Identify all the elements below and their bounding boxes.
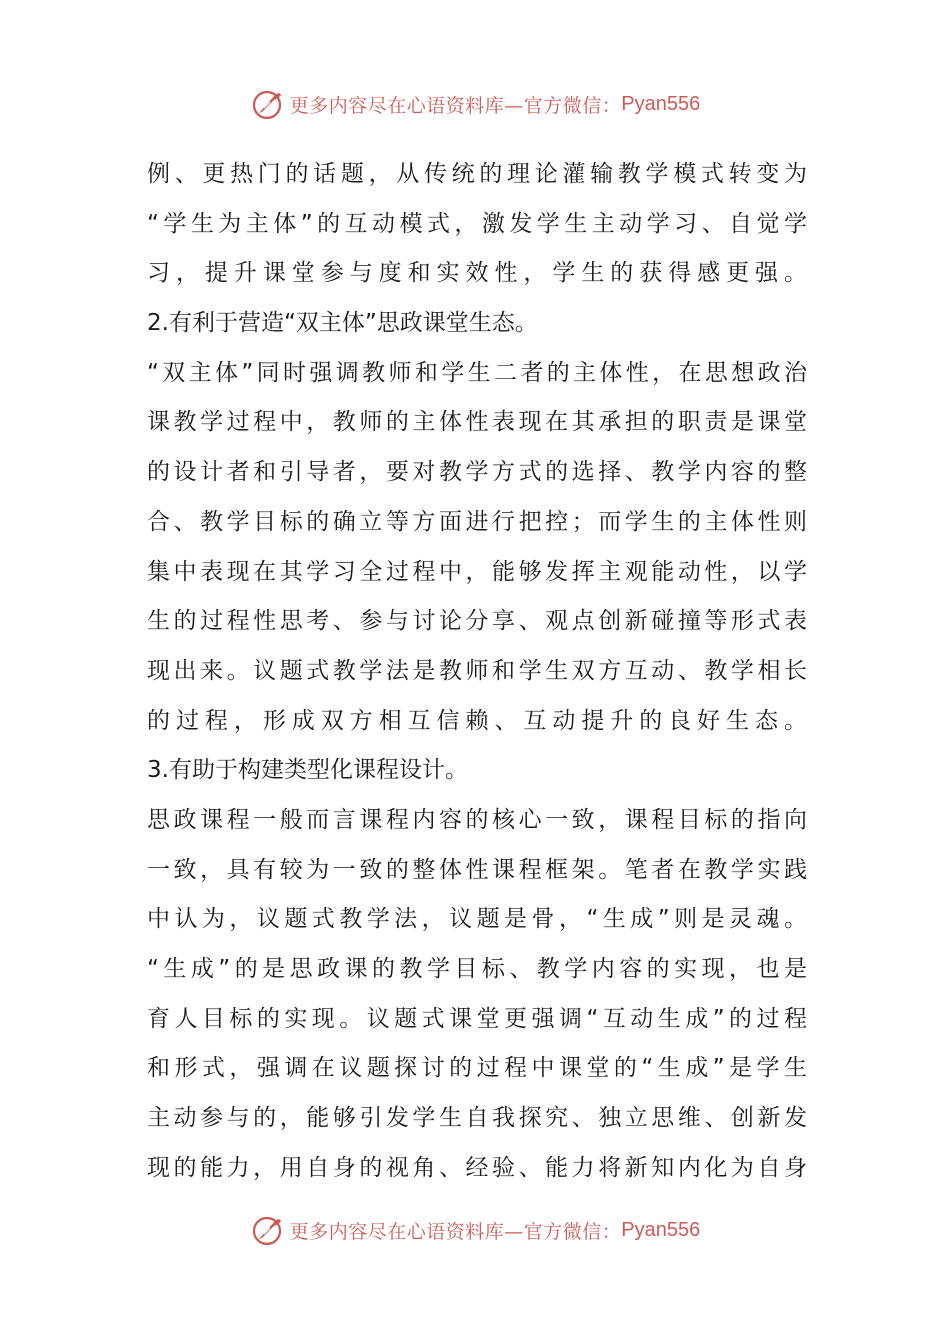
text-line: 育人目标的实现。议题式课堂更强调“互动生成”的过程 [147, 1005, 807, 1032]
text-line: 和形式，强调在议题探讨的过程中课堂的“生成”是学生 [147, 1055, 807, 1082]
text-line: 的过程，形成双方相互信赖、互动提升的良好生态。 [147, 707, 807, 734]
text-line: 主动参与的，能够引发学生自我探究、独立思维、创新发 [147, 1105, 807, 1132]
text-line: “生成”的是思政课的教学目标、教学内容的实现，也是 [147, 956, 807, 982]
text-line: “双主体”同时强调教师和学生二者的主体性，在思想政治 [147, 359, 807, 386]
text-line: 集中表现在其学习全过程中，能够发挥主观能动性，以学 [147, 558, 807, 585]
quill-logo-icon [250, 1212, 286, 1248]
text-line: 合、教学目标的确立等方面进行把控；而学生的主体性则 [147, 508, 807, 535]
text-line: 课教学过程中，教师的主体性表现在其承担的职责是课堂 [147, 409, 807, 436]
text-line: 一致，具有较为一致的整体性课程框架。笔者在教学实践 [147, 856, 807, 883]
header-watermark [0, 84, 950, 124]
footer-watermark [0, 1210, 950, 1250]
text-line: “学生为主体”的互动模式，激发学生主动学习、自觉学 [147, 210, 807, 237]
section-heading: 3.有助于构建类型化课程设计。 [147, 757, 468, 784]
text-line: 思政课程一般而言课程内容的核心一致，课程目标的指向 [147, 806, 807, 833]
watermark-wechat-id: Pyan556 [621, 92, 701, 115]
text-line: 的设计者和引导者，要对教学方式的选择、教学内容的整 [147, 459, 807, 486]
text-line: 现的能力，用自身的视角、经验、能力将新知内化为自身 [147, 1154, 807, 1181]
text-line: 习，提升课堂参与度和实效性，学生的获得感更强。 [147, 260, 807, 287]
watermark-text: 更多内容尽在心语资料库—官方微信： [289, 94, 622, 117]
watermark-wechat-id: Pyan556 [621, 1218, 701, 1241]
text-line: 生的过程性思考、参与讨论分享、观点创新碰撞等形式表 [147, 608, 807, 635]
text-line: 例、更热门的话题，从传统的理论灌输教学模式转变为 [147, 161, 807, 187]
document-body [147, 150, 807, 1193]
quill-logo-icon [250, 86, 286, 122]
watermark-text: 更多内容尽在心语资料库—官方微信： [289, 1220, 622, 1243]
text-line: 中认为，议题式教学法，议题是骨，“生成”则是灵魂。 [147, 906, 807, 933]
section-heading: 2.有利于营造“双主体”思政课堂生态。 [147, 310, 538, 337]
text-line: 现出来。议题式教学法是教师和学生双方互动、教学相长 [147, 657, 807, 684]
